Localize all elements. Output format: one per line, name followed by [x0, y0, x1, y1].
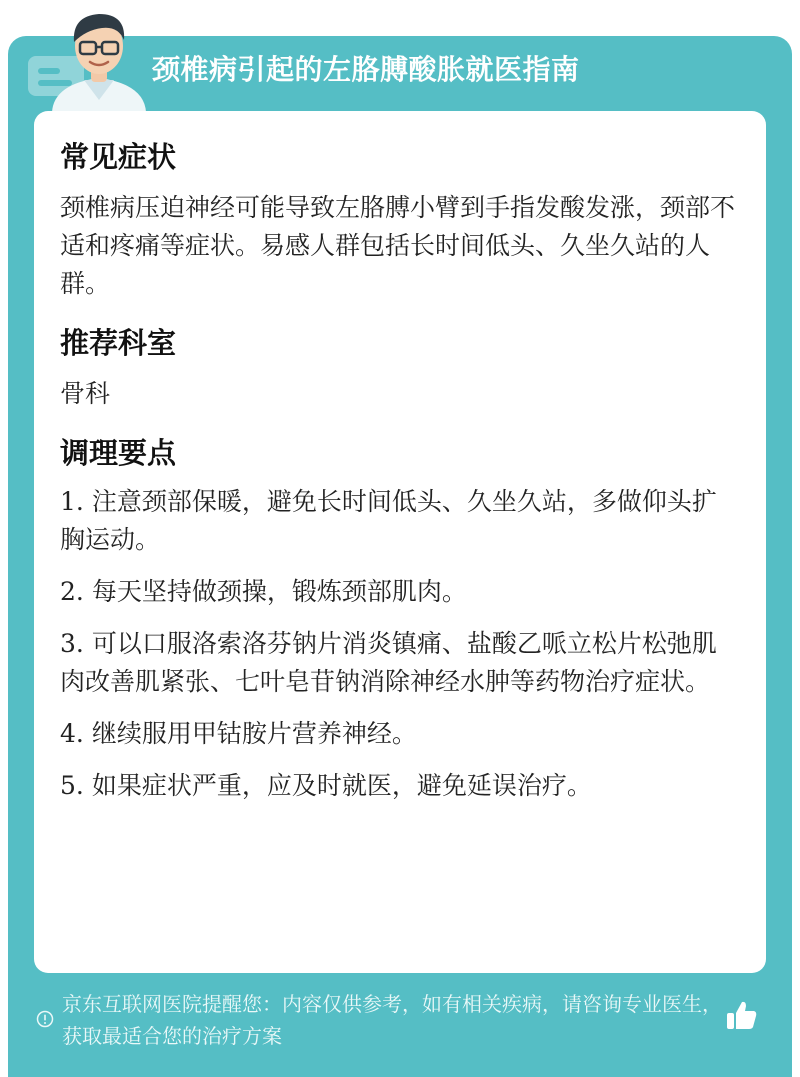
page-title: 颈椎病引起的左胳膊酸胀就医指南 — [152, 53, 580, 86]
list-item-text: 可以口服洛索洛芬钠片消炎镇痛、盐酸乙哌立松片松弛肌肉改善肌紧张、七叶皂苷钠消除神经水肿等药物治疗症状。 — [60, 629, 717, 696]
list-item-number: 1. — [60, 487, 84, 516]
list-item-number: 5. — [60, 771, 84, 800]
care-title: 调理要点 — [60, 436, 177, 470]
list-item — [60, 625, 738, 701]
doctor-avatar-icon — [44, 4, 154, 112]
list-item-text: 如果症状严重，应及时就医，避免延误治疗。 — [91, 771, 592, 800]
list-item — [60, 767, 738, 805]
list-item-number: 3. — [60, 629, 84, 658]
content-card — [34, 111, 766, 973]
list-item — [60, 715, 738, 753]
list-item — [60, 573, 738, 611]
list-item-text: 每天坚持做颈操，锻炼颈部肌肉。 — [91, 577, 467, 606]
symptoms-title: 常见症状 — [60, 140, 177, 174]
footer-text: 京东互联网医院提醒您：内容仅供参考，如有相关疾病，请咨询专业医生，获取最适合您的治疗方案 — [62, 992, 722, 1048]
department-title: 推荐科室 — [60, 326, 177, 360]
care-list — [60, 483, 738, 805]
thumbs-up-icon[interactable] — [724, 998, 760, 1034]
info-icon — [36, 1010, 54, 1028]
list-item-number: 2. — [60, 577, 84, 606]
list-item-number: 4. — [60, 719, 84, 748]
symptoms-text: 颈椎病压迫神经可能导致左胳膊小臂到手指发酸发涨，颈部不适和疼痛等症状。易感人群包括长时间低头、久坐久站的人群。 — [60, 193, 736, 298]
list-item-text: 注意颈部保暖，避免长时间低头、久坐久站，多做仰头扩胸运动。 — [60, 487, 717, 554]
list-item-text: 继续服用甲钴胺片营养神经。 — [91, 719, 417, 748]
department-text: 骨科 — [60, 379, 111, 408]
list-item — [60, 483, 738, 559]
